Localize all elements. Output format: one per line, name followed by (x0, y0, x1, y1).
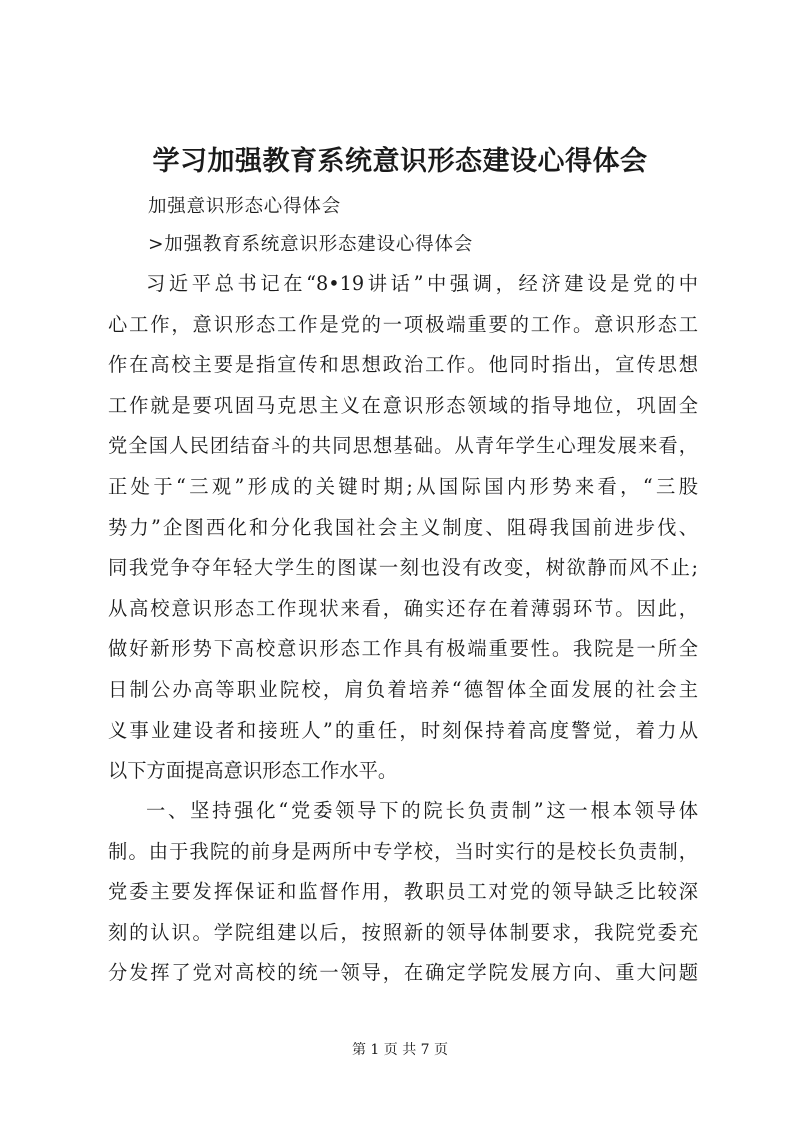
paragraph-line: 制。由于我院的前身是两所中专学校，当时实行的是校长负责制， (108, 839, 698, 863)
document-title: 学习加强教育系统意识形态建设心得体会 (152, 146, 648, 177)
paragraph-line: 心工作，意识形态工作是党的一项极端重要的工作。意识形态工 (108, 312, 698, 336)
paragraph-2 (108, 791, 698, 994)
paragraph-line: 以下方面提高意识形态工作水平。 (108, 759, 398, 783)
subtitle-line-1: 加强意识形态心得体会 (148, 196, 342, 217)
paragraph-line: 分发挥了党对高校的统一领导，在确定学院发展方向、重大问题 (108, 961, 698, 985)
paragraph-line: 一、坚持强化“党委领导下的院长负责制”这一根本领导体 (146, 799, 698, 822)
paragraph-line: 势力”企图西化和分化我国社会主义制度、阻碍我国前进步伐、 (108, 515, 698, 539)
subtitle-line-2: >加强教育系统意识形态建设心得体会 (148, 234, 474, 255)
paragraph-line: 习近平总书记在“8•19讲话”中强调，经济建设是党的中 (146, 272, 698, 295)
paragraph-line: 同我党争夺年轻大学生的图谋一刻也没有改变，树欲静而风不止; (108, 556, 698, 580)
paragraph-1 (108, 264, 698, 792)
paragraph-line: 做好新形势下高校意识形态工作具有极端重要性。我院是一所全 (108, 637, 698, 661)
paragraph-line: 党全国人民团结奋斗的共同思想基础。从青年学生心理发展来看， (108, 434, 698, 458)
paragraph-line: 刻的认识。学院组建以后，按照新的领导体制要求，我院党委充 (108, 920, 698, 944)
paragraph-line: 党委主要发挥保证和监督作用，教职员工对党的领导缺乏比较深 (108, 880, 698, 904)
paragraph-line: 工作就是要巩固马克思主义在意识形态领域的指导地位，巩固全 (108, 393, 698, 417)
paragraph-line: 作在高校主要是指宣传和思想政治工作。他同时指出，宣传思想 (108, 353, 698, 377)
paragraph-line: 日制公办高等职业院校，肩负着培养“德智体全面发展的社会主 (108, 677, 698, 701)
paragraph-line: 正处于“三观”形成的关键时期;从国际国内形势来看，“三股 (108, 474, 698, 498)
paragraph-line: 义事业建设者和接班人”的重任，时刻保持着高度警觉，着力从 (108, 718, 698, 742)
paragraph-line: 从高校意识形态工作现状来看，确实还存在着薄弱环节。因此， (108, 596, 698, 620)
page-footer: 第 1 页 共 7 页 (351, 1042, 449, 1058)
